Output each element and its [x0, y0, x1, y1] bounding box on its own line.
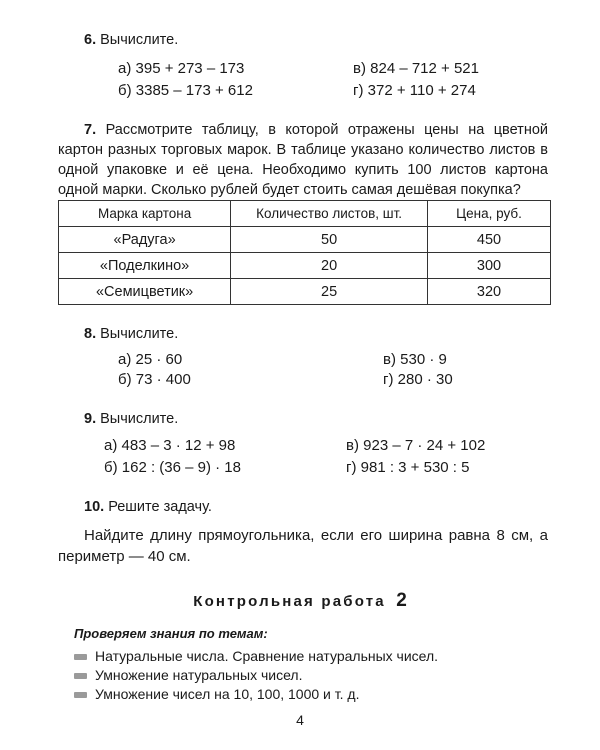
task-6-title: Вычислите.	[100, 32, 179, 48]
task-8-item-d: г) 280 · 30	[383, 371, 453, 388]
table-header-brand: Марка картона	[59, 201, 231, 227]
task-8-number: 8.	[84, 326, 97, 342]
table-cell-brand: «Радуга»	[59, 227, 231, 253]
task-6-item-d: г) 372 + 110 + 274	[353, 82, 476, 99]
task-9-item-d: г) 981 : 3 + 530 : 5	[346, 459, 470, 476]
table-header-quantity: Количество листов, шт.	[231, 201, 428, 227]
task-9-item-c: в) 923 – 7 · 24 + 102	[346, 437, 486, 454]
section-title: Контрольная работа	[193, 593, 386, 610]
bullet-icon	[74, 654, 87, 660]
topic-item	[74, 686, 359, 702]
task-10-heading	[84, 499, 212, 515]
topic-label: Умножение натуральных чисел.	[95, 667, 303, 683]
task-10-title: Решите задачу.	[108, 499, 212, 515]
bullet-icon	[74, 692, 87, 698]
bullet-icon	[74, 673, 87, 679]
table-cell-price: 300	[427, 253, 550, 279]
table-row	[59, 279, 551, 305]
task-8-item-b: б) 73 · 400	[118, 371, 191, 388]
table-cell-price: 320	[427, 279, 550, 305]
task-8-heading	[84, 326, 178, 342]
table-cell-quantity: 50	[231, 227, 428, 253]
task-9-title: Вычислите.	[100, 411, 179, 427]
task-6-heading	[84, 32, 178, 48]
table-cell-quantity: 25	[231, 279, 428, 305]
task-6-item-a: а) 395 + 273 – 173	[118, 60, 245, 77]
price-table	[58, 200, 551, 305]
task-10-text: Найдите длину прямоугольника, если его ширина равна 8 см, а периметр — 40 см.	[58, 527, 548, 565]
task-9-item-a: а) 483 – 3 · 12 + 98	[104, 437, 236, 454]
table-cell-price: 450	[427, 227, 550, 253]
task-7-text-block	[58, 120, 548, 200]
task-6-item-c: в) 824 – 712 + 521	[353, 60, 479, 77]
task-9-heading	[84, 411, 178, 427]
topic-label: Натуральные числа. Сравнение натуральных чисел.	[95, 648, 439, 664]
page-number: 4	[296, 712, 304, 728]
topic-item	[74, 667, 302, 683]
table-header-price: Цена, руб.	[427, 201, 550, 227]
task-7-number: 7.	[84, 122, 97, 138]
topic-item	[74, 648, 438, 664]
task-8-item-c: в) 530 · 9	[383, 351, 447, 368]
task-10-number: 10.	[84, 499, 105, 515]
task-7-text: Рассмотрите таблицу, в которой отражены цены на цветной картон разных торговых марок. В таблице указано количество листов в одной упаковке и её цена. Необходимо купить 100 листов картона одной марки. Сколько рублей будет стоить самая дешёвая покупка?	[58, 122, 548, 198]
table-header-row	[59, 201, 551, 227]
section-heading	[0, 590, 600, 612]
table-row	[59, 253, 551, 279]
task-8-item-a: а) 25 · 60	[118, 351, 183, 368]
task-6-number: 6.	[84, 32, 97, 48]
task-9-number: 9.	[84, 411, 97, 427]
section-number: 2	[396, 590, 407, 611]
table-row	[59, 227, 551, 253]
task-6-item-b: б) 3385 – 173 + 612	[118, 82, 253, 99]
task-9-item-b: б) 162 : (36 – 9) · 18	[104, 459, 241, 476]
topic-label: Умножение чисел на 10, 100, 1000 и т. д.	[95, 686, 360, 702]
topics-heading: Проверяем знания по темам:	[74, 626, 268, 641]
table-cell-quantity: 20	[231, 253, 428, 279]
table-cell-brand: «Поделкино»	[59, 253, 231, 279]
table-cell-brand: «Семицветик»	[59, 279, 231, 305]
task-8-title: Вычислите.	[100, 326, 179, 342]
